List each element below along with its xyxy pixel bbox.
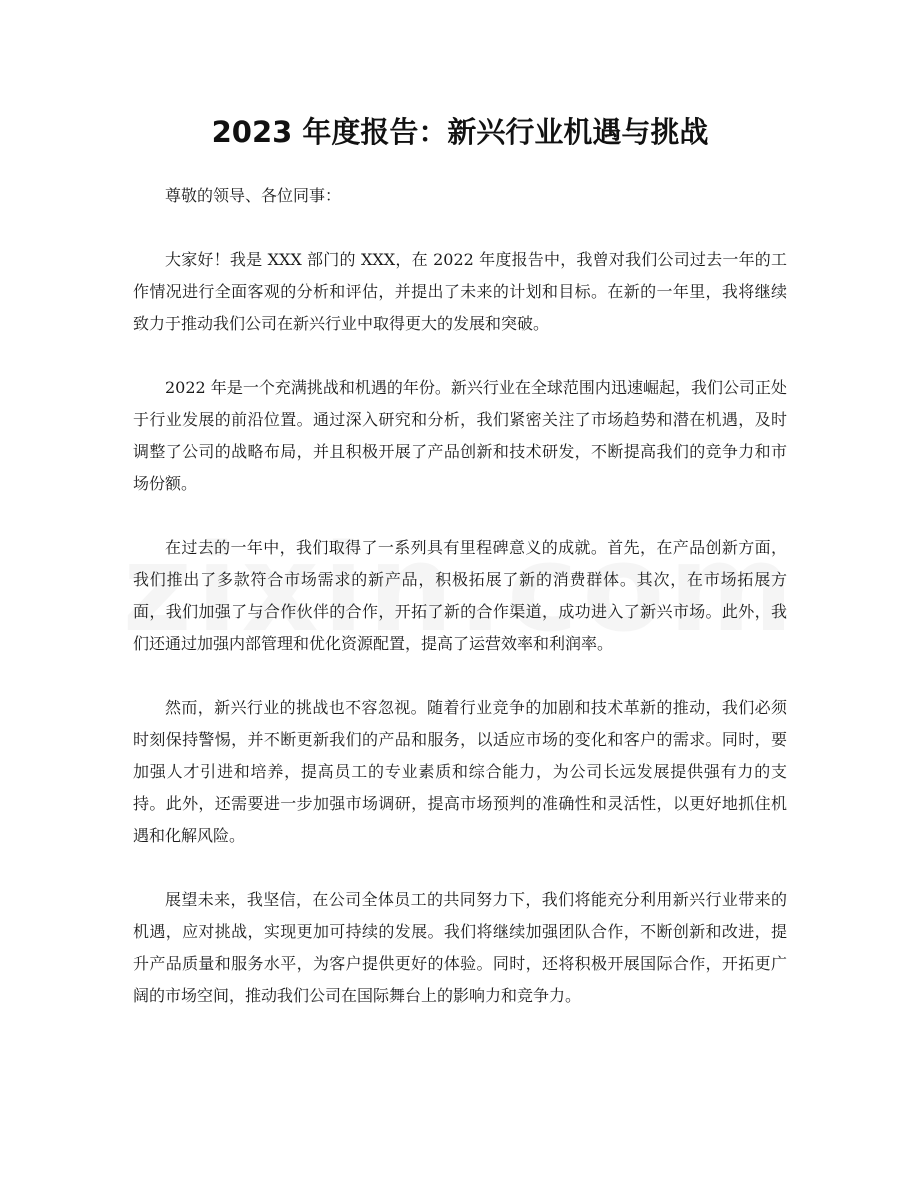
document-title: 2023 年度报告：新兴行业机遇与挑战 [211,115,709,149]
paragraph-2022-review: 2022 年是一个充满挑战和机遇的年份。新兴行业在全球范围内迅速崛起，我们公司正处于行业发展的前沿位置。通过深入研究和分析，我们紧密关注了市场趋势和潜在机遇，及时调整了公司的战略布局，并且积极开展了产品创新和技术研发，不断提高我们的竞争力和市场份额。 [133,378,787,493]
paragraph-achievements: 在过去的一年中，我们取得了一系列具有里程碑意义的成就。首先，在产品创新方面，我们推出了多款符合市场需求的新产品，积极拓展了新的消费群体。其次，在市场拓展方面，我们加强了与合作伙伴的合作，开拓了新的合作渠道，成功进入了新兴市场。此外，我们还通过加强内部管理和优化资源配置，提高了运营效率和利润率。 [133,538,787,653]
greeting: 尊敬的领导、各位同事： [165,186,342,205]
paragraph-outlook: 展望未来，我坚信，在公司全体员工的共同努力下，我们将能充分利用新兴行业带来的机遇，应对挑战，实现更加可持续的发展。我们将继续加强团队合作，不断创新和改进，提升产品质量和服务水平，为客户提供更好的体验。同时，还将积极开展国际合作，开拓更广阔的市场空间，推动我们公司在国际舞台上的影响力和竞争力。 [133,890,787,1005]
paragraph-challenges: 然而，新兴行业的挑战也不容忽视。随着行业竞争的加剧和技术革新的推动，我们必须时刻保持警惕，并不断更新我们的产品和服务，以适应市场的变化和客户的需求。同时，要加强人才引进和培养，提高员工的专业素质和综合能力，为公司长远发展提供强有力的支持。此外，还需要进一步加强市场调研，提高市场预判的准确性和灵活性，以更好地抓住机遇和化解风险。 [133,698,787,845]
paragraph-intro: 大家好！我是 XXX 部门的 XXX，在 2022 年度报告中，我曾对我们公司过去一年的工作情况进行全面客观的分析和评估，并提出了未来的计划和目标。在新的一年里，我将继续致力于推动我们公司在新兴行业中取得更大的发展和突破。 [133,250,787,333]
document-body [133,180,787,1044]
